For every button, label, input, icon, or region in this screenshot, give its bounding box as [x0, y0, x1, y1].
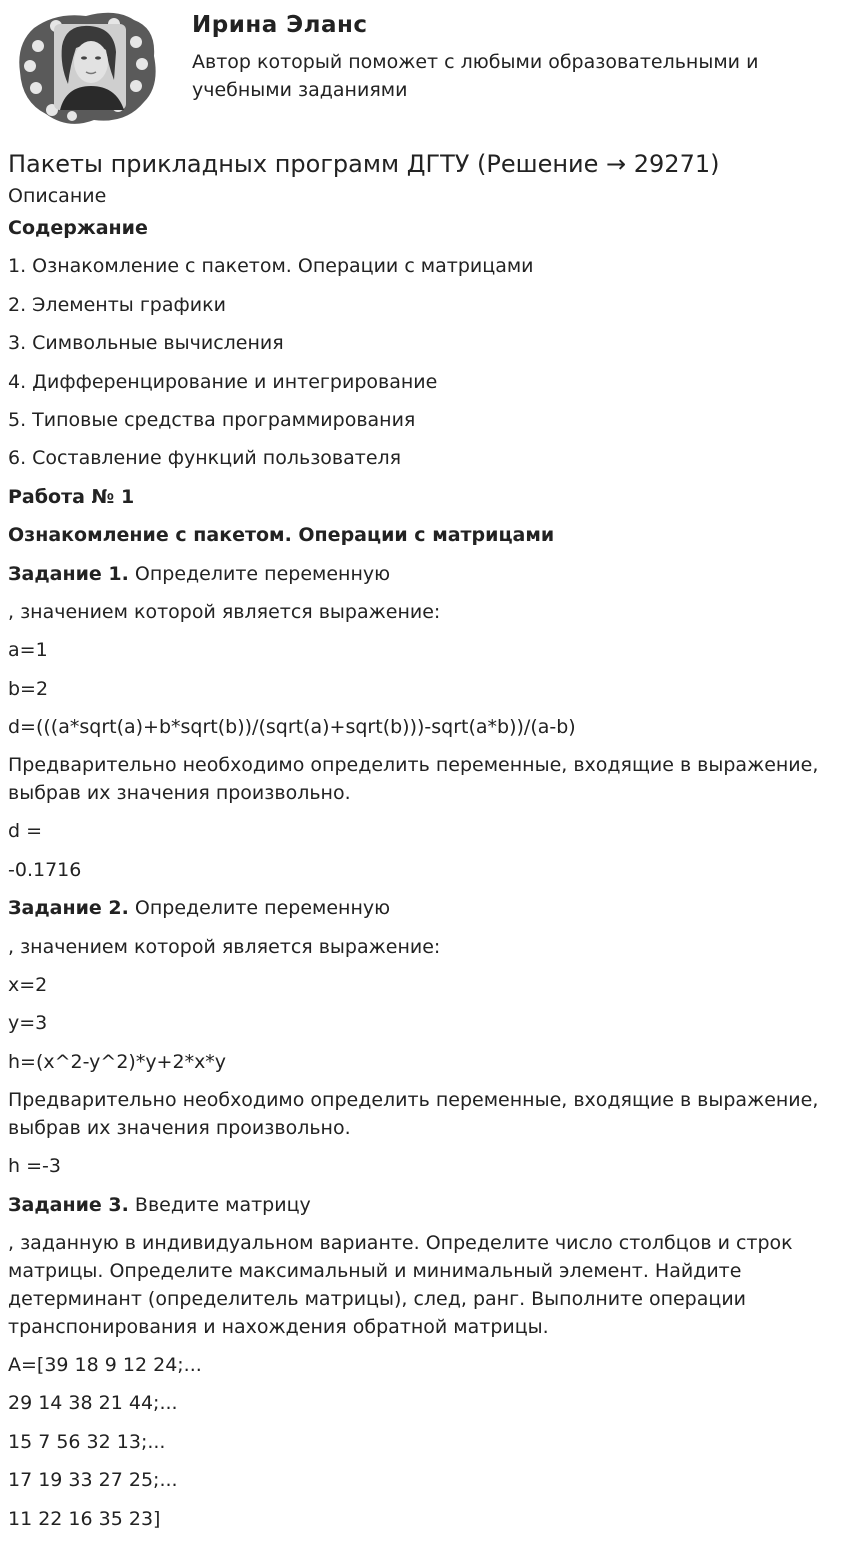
- matrix-line: 29 14 38 21 44;...: [8, 1392, 178, 1415]
- task2-var-x: x=2: [8, 974, 48, 997]
- task1-expression: d=(((a*sqrt(a)+b*sqrt(b))/(sqrt(a)+sqrt(b)))-sqrt(a*b))/(a-b): [8, 716, 576, 739]
- task3-line2: , заданную в индивидуальном варианте. Определите число столбцов и строк матрицы. Определите максимальный и минимальный элемент. Найдите детерминант (определитель матрицы), след, ранг. Выполните операции транспонирования и нахождения обратной матрицы.: [8, 1231, 793, 1338]
- task1-line2: , значением которой является выражение:: [8, 600, 441, 623]
- contents-item: 5. Типовые средства программирования: [8, 408, 416, 431]
- contents-item: 3. Символьные вычисления: [8, 332, 284, 355]
- matrix-line: 17 19 33 27 25;...: [8, 1469, 178, 1492]
- document-title: Пакеты прикладных программ ДГТУ (Решение → 29271): [8, 150, 720, 178]
- task2-line2: , значением которой является выражение:: [8, 935, 441, 958]
- task1-intro: [8, 560, 839, 588]
- author-description: Автор который поможет с любыми образовательными и учебными заданиями: [192, 51, 759, 101]
- contents-item: 4. Дифференцирование и интегрирование: [8, 370, 438, 393]
- contents-heading: Содержание: [8, 217, 148, 239]
- task1-result-label: d =: [8, 820, 43, 843]
- task2-result: h =-3: [8, 1155, 61, 1178]
- contents-item: 6. Составление функций пользователя: [8, 447, 402, 470]
- task3-intro: [8, 1191, 839, 1219]
- work-subheading: Ознакомление с пакетом. Операции с матрицами: [8, 524, 555, 547]
- description-label: Описание: [8, 185, 107, 207]
- task3-text: Введите матрицу: [128, 1193, 311, 1216]
- task2-intro: [8, 894, 839, 922]
- task2-var-y: y=3: [8, 1012, 48, 1035]
- contents-item: 2. Элементы графики: [8, 293, 226, 316]
- task2-label: Задание 2.: [8, 897, 129, 920]
- task2-note: Предварительно необходимо определить переменные, входящие в выражение, выбрав их значения произвольно.: [8, 1089, 819, 1140]
- task1-var-b: b=2: [8, 677, 49, 700]
- work-heading: Работа № 1: [8, 485, 135, 508]
- task2-expression: h=(x^2-y^2)*y+2*x*y: [8, 1050, 227, 1073]
- task1-text: Определите переменную: [128, 562, 391, 585]
- contents-item: 1. Ознакомление с пакетом. Операции с матрицами: [8, 255, 534, 278]
- author-block: [8, 0, 839, 140]
- author-avatar[interactable]: [16, 6, 158, 128]
- matrix-line: 11 22 16 35 23]: [8, 1507, 161, 1530]
- task3-label: Задание 3.: [8, 1193, 129, 1216]
- task1-var-a: a=1: [8, 639, 48, 662]
- task1-note: Предварительно необходимо определить переменные, входящие в выражение, выбрав их значения произвольно.: [8, 754, 819, 805]
- author-info: [192, 12, 832, 104]
- task2-text: Определите переменную: [128, 897, 391, 920]
- matrix-line: A=[39 18 9 12 24;...: [8, 1353, 202, 1376]
- author-name[interactable]: Ирина Эланс: [192, 12, 368, 38]
- task1-result-value: -0.1716: [8, 858, 82, 881]
- matrix-line: 15 7 56 32 13;...: [8, 1430, 166, 1453]
- task1-label: Задание 1.: [8, 562, 129, 585]
